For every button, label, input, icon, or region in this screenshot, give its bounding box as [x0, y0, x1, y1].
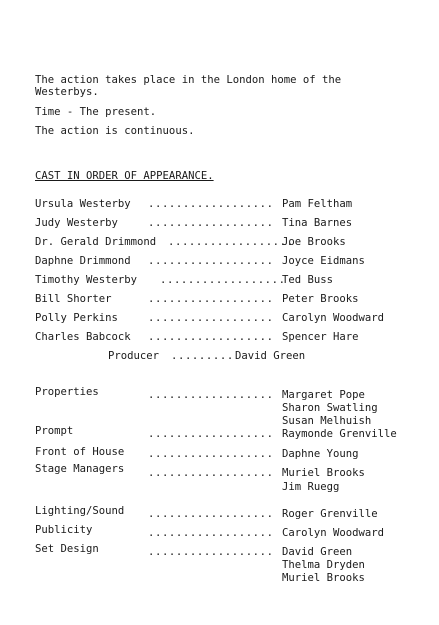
dot-leader: ..................: [148, 217, 274, 229]
crew-role: Properties: [35, 386, 99, 398]
dot-leader: ..................: [160, 274, 286, 286]
crew-name: Carolyn Woodward: [282, 527, 385, 539]
crew-name: Jim Ruegg: [282, 481, 340, 493]
crew-name: Thelma Dryden: [282, 559, 365, 571]
cast-actor: Joe Brooks: [282, 236, 346, 248]
producer-name: David Green: [235, 350, 306, 362]
crew-name: Daphne Young: [282, 448, 359, 460]
dot-leader: .........: [171, 350, 234, 362]
crew-role: Front of House: [35, 446, 125, 458]
cast-actor: Peter Brooks: [282, 293, 359, 305]
dot-leader: ..................: [148, 448, 274, 460]
cast-actor: Ted Buss: [282, 274, 334, 286]
dot-leader: ..................: [148, 312, 274, 324]
dot-leader: ..................: [148, 508, 274, 520]
cast-actor: Carolyn Woodward: [282, 312, 385, 324]
crew-name: Roger Grenville: [282, 508, 378, 520]
dot-leader: ..................: [148, 389, 274, 401]
cast-role: Dr. Gerald Drimmond: [35, 236, 157, 248]
crew-name: Margaret Pope: [282, 389, 365, 401]
setting-line-2: Westerbys.: [35, 86, 99, 98]
cast-role: Daphne Drimmond: [35, 255, 131, 267]
cast-actor: Tina Barnes: [282, 217, 353, 229]
dot-leader: ..................: [148, 546, 274, 558]
crew-role: Set Design: [35, 543, 99, 555]
producer-label: Producer: [108, 350, 160, 362]
crew-role: Prompt: [35, 425, 74, 437]
cast-role: Charles Babcock: [35, 331, 131, 343]
dot-leader: ..................: [168, 236, 294, 248]
dot-leader: ..................: [148, 527, 274, 539]
cast-role: Judy Westerby: [35, 217, 118, 229]
crew-role: Lighting/Sound: [35, 505, 125, 517]
cast-role: Bill Shorter: [35, 293, 112, 305]
time-line: Time - The present.: [35, 106, 157, 118]
dot-leader: ..................: [148, 255, 274, 267]
crew-name: Muriel Brooks: [282, 467, 365, 479]
cast-actor: Pam Feltham: [282, 198, 353, 210]
crew-role: Publicity: [35, 524, 93, 536]
crew-role: Stage Managers: [35, 463, 125, 475]
cast-actor: Joyce Eidmans: [282, 255, 365, 267]
continuity-line: The action is continuous.: [35, 125, 195, 137]
dot-leader: ..................: [148, 331, 274, 343]
crew-name: David Green: [282, 546, 353, 558]
crew-name: Raymonde Grenville: [282, 428, 397, 440]
cast-role: Polly Perkins: [35, 312, 118, 324]
dot-leader: ..................: [148, 198, 274, 210]
setting-line-1: The action takes place in the London home of the: [35, 74, 342, 86]
crew-name: Muriel Brooks: [282, 572, 365, 584]
crew-name: Sharon Swatling: [282, 402, 378, 414]
dot-leader: ..................: [148, 467, 274, 479]
cast-heading: CAST IN ORDER OF APPEARANCE.: [35, 170, 214, 182]
dot-leader: ..................: [148, 293, 274, 305]
crew-name: Susan Melhuish: [282, 415, 372, 427]
cast-role: Ursula Westerby: [35, 198, 131, 210]
cast-role: Timothy Westerby: [35, 274, 138, 286]
cast-actor: Spencer Hare: [282, 331, 359, 343]
dot-leader: ..................: [148, 428, 274, 440]
